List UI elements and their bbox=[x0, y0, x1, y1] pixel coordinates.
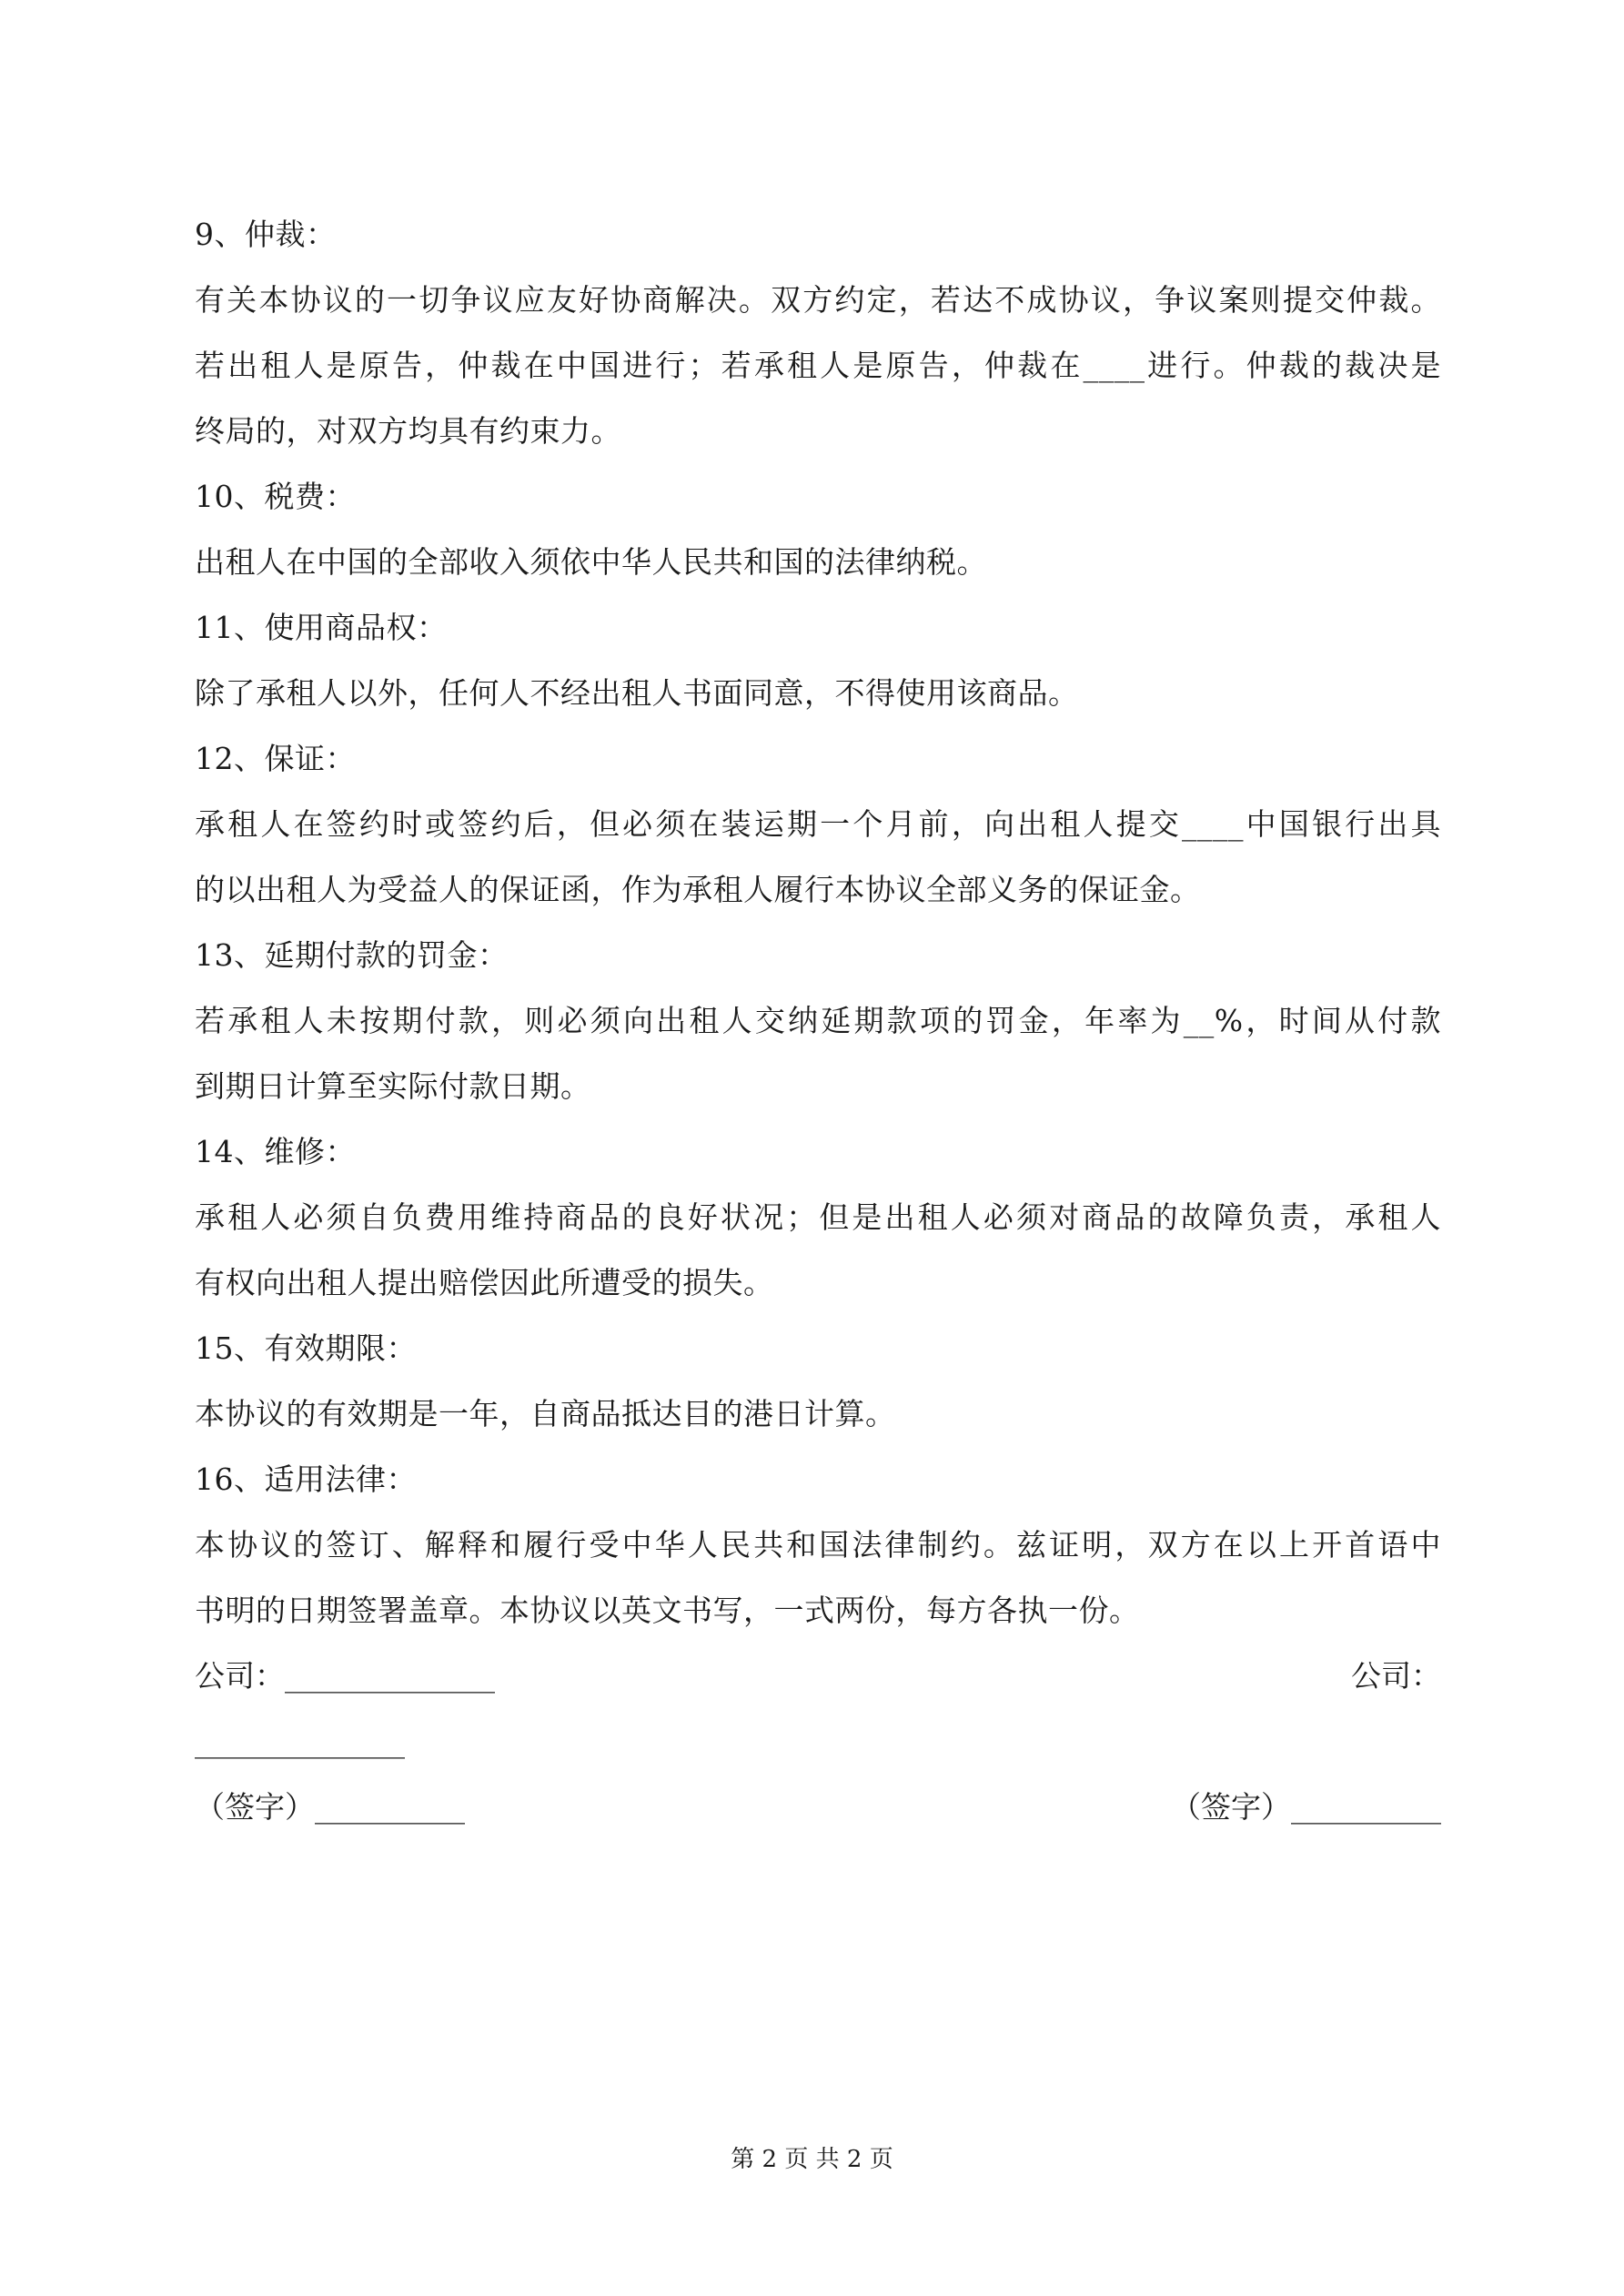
paragraph-line: 书明的日期签署盖章。本协议以英文书写，一式两份，每方各执一份。 bbox=[195, 1593, 1140, 1628]
paragraph-line: 终局的，对双方均具有约束力。 bbox=[195, 413, 621, 449]
sign-left-field: （签字）__________ bbox=[195, 1789, 465, 1825]
paragraph-line: 本协议的签订、解释和履行受中华人民共和国法律制约。兹证明，双方在以上开首语中 bbox=[195, 1527, 1441, 1563]
sign-right-field: （签字）__________ bbox=[1171, 1789, 1441, 1825]
signature-company-continuation bbox=[195, 1709, 1441, 1775]
signature-company-row bbox=[195, 1644, 1441, 1709]
company-right-blank: ______________ bbox=[195, 1724, 405, 1759]
section-heading: 12、保证： bbox=[195, 741, 356, 776]
paragraph-line: 若出租人是原告，仲裁在中国进行；若承租人是原告，仲裁在____进行。仲裁的裁决是 bbox=[195, 348, 1441, 383]
section-heading: 11、使用商品权： bbox=[195, 610, 448, 645]
paragraph-line: 承租人在签约时或签约后，但必须在装运期一个月前，向出租人提交____中国银行出具 bbox=[195, 806, 1441, 842]
paragraph-line: 到期日计算至实际付款日期。 bbox=[195, 1068, 591, 1104]
paragraph-line: 有关本协议的一切争议应友好协商解决。双方约定，若达不成协议，争议案则提交仲裁。 bbox=[195, 282, 1441, 318]
section-heading: 13、延期付款的罚金： bbox=[195, 937, 509, 973]
paragraph-line: 出租人在中国的全部收入须依中华人民共和国的法律纳税。 bbox=[195, 544, 987, 580]
section-heading: 9、仲裁： bbox=[195, 217, 337, 252]
section-heading: 14、维修： bbox=[195, 1134, 356, 1169]
company-left-field: 公司：______________ bbox=[195, 1658, 495, 1694]
paragraph-line: 有权向出租人提出赔偿因此所遭受的损失。 bbox=[195, 1265, 774, 1300]
signature-sign-row bbox=[195, 1775, 1441, 1840]
paragraph-line: 本协议的有效期是一年，自商品抵达目的港日计算。 bbox=[195, 1396, 896, 1431]
paragraph-line: 若承租人未按期付款，则必须向出租人交纳延期款项的罚金，年率为__%，时间从付款 bbox=[195, 1003, 1441, 1038]
document-body bbox=[195, 202, 1441, 1840]
page-footer: 第 2 页 共 2 页 bbox=[731, 2146, 893, 2173]
paragraph-line: 除了承租人以外，任何人不经出租人书面同意，不得使用该商品。 bbox=[195, 675, 1079, 711]
section-heading: 10、税费： bbox=[195, 479, 356, 514]
company-right-label: 公司： bbox=[1351, 1658, 1441, 1694]
paragraph-line: 的以出租人为受益人的保证函，作为承租人履行本协议全部义务的保证金。 bbox=[195, 872, 1201, 907]
section-heading: 16、适用法律： bbox=[195, 1462, 417, 1497]
section-heading: 15、有效期限： bbox=[195, 1330, 417, 1366]
paragraph-line: 承租人必须自负费用维持商品的良好状况；但是出租人必须对商品的故障负责，承租人 bbox=[195, 1199, 1441, 1235]
